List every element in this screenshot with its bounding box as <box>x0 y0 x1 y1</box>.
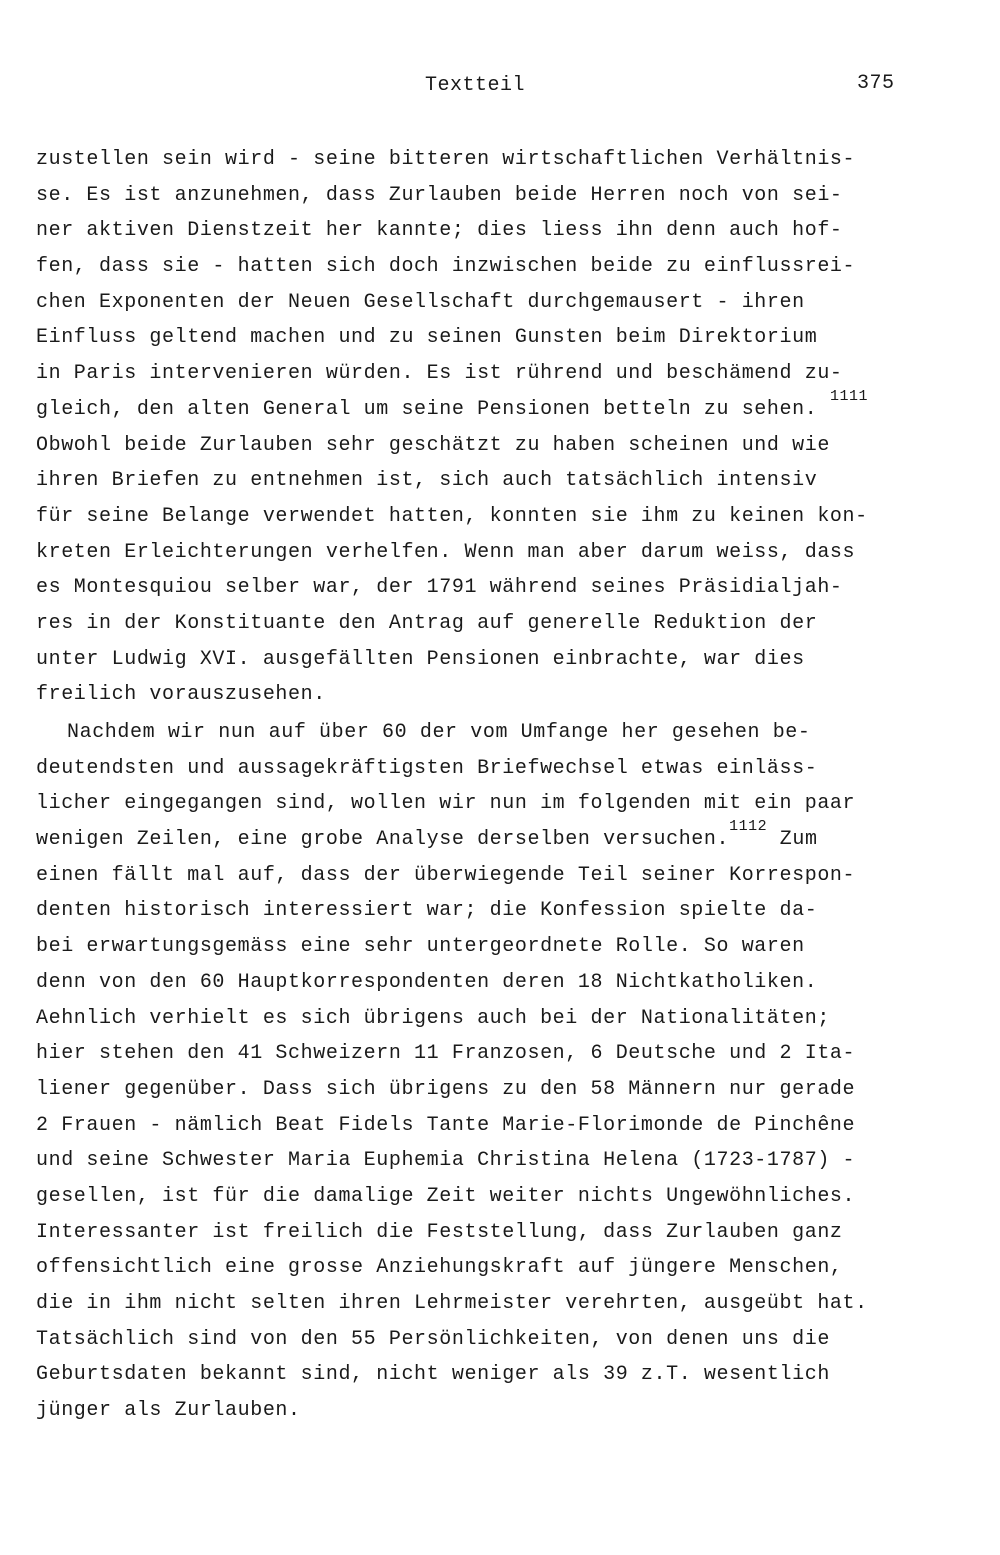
paragraph-2 <box>36 715 936 1429</box>
text-line: und seine Schwester Maria Euphemia Christina Helena (1723-1787) - <box>36 1149 856 1173</box>
text-line: bei erwartungsgemäss eine sehr untergeordnete Rolle. So waren <box>36 935 805 959</box>
text-line: fen, dass sie - hatten sich doch inzwischen beide zu einflussrei- <box>36 255 856 279</box>
text-line: chen Exponenten der Neuen Gesellschaft durchgemausert - ihren <box>36 290 805 314</box>
text-line-tail: Zum <box>779 828 818 852</box>
text-line-with-footnote <box>36 387 936 428</box>
text-line: denten historisch interessiert war; die Konfession spielte da- <box>36 899 818 923</box>
running-title: Textteil <box>424 74 525 97</box>
text-line: Nachdem wir nun auf über 60 der vom Umfange her gesehen be- <box>67 721 811 744</box>
text-line-content: wenigen Zeilen, eine grobe Analyse derselben versuchen. <box>36 828 730 852</box>
paragraph-1 <box>36 142 936 713</box>
text-line: deutendsten und aussagekräftigsten Briefwechsel etwas einläss- <box>36 756 818 780</box>
text-line: jünger als Zurlauben. <box>36 1399 301 1423</box>
text-line: Tatsächlich sind von den 55 Persönlichkeiten, von denen uns die <box>36 1327 830 1351</box>
text-line: unter Ludwig XVI. ausgefällten Pensionen einbrachte, war dies <box>36 647 805 671</box>
text-line: denn von den 60 Hauptkorrespondenten deren 18 Nichtkatholiken. <box>36 970 818 994</box>
body-text <box>36 142 936 1429</box>
text-line: einen fällt mal auf, dass der überwiegende Teil seiner Korrespon- <box>36 863 856 887</box>
text-line: licher eingegangen sind, wollen wir nun im folgenden mit ein paar <box>36 792 856 816</box>
text-line: Interessanter ist freilich die Feststellung, dass Zurlauben ganz <box>36 1220 843 1244</box>
page-number: 375 <box>857 72 895 95</box>
text-line-with-footnote <box>36 818 936 858</box>
text-line: ner aktiven Dienstzeit her kannte; dies liess ihn denn auch hof- <box>36 219 843 243</box>
text-line: offensichtlich eine grosse Anziehungskraft auf jüngere Menschen, <box>36 1256 843 1280</box>
text-line: zustellen sein wird - seine bitteren wirtschaftlichen Verhältnis- <box>36 148 856 171</box>
text-line: Geburtsdaten bekannt sind, nicht weniger als 39 z.T. wesentlich <box>36 1363 830 1387</box>
text-line: res in der Konstituante den Antrag auf generelle Reduktion der <box>36 611 818 635</box>
footnote-marker-1112: 1112 <box>729 818 768 836</box>
text-line: freilich vorauszusehen. <box>36 683 326 707</box>
text-line: Einfluss geltend machen und zu seinen Gunsten beim Direktorium <box>36 326 818 350</box>
text-line: 2 Frauen - nämlich Beat Fidels Tante Marie-Florimonde de Pinchêne <box>36 1113 856 1137</box>
text-line: gesellen, ist für die damalige Zeit weiter nichts Ungewöhnliches. <box>36 1184 856 1208</box>
text-line: liener gegenüber. Dass sich übrigens zu den 58 Männern nur gerade <box>36 1077 856 1101</box>
text-line: für seine Belange verwendet hatten, konnten sie ihm zu keinen kon- <box>36 504 868 528</box>
text-line: in Paris intervenieren würden. Es ist rührend und beschämend zu- <box>36 362 843 386</box>
text-line: Aehnlich verhielt es sich übrigens auch bei der Nationalitäten; <box>36 1006 830 1030</box>
text-line: die in ihm nicht selten ihren Lehrmeister verehrten, ausgeübt hat. <box>36 1292 868 1315</box>
text-line: hier stehen den 41 Schweizern 11 Franzosen, 6 Deutsche und 2 Ita- <box>36 1042 856 1066</box>
text-line-content: gleich, den alten General um seine Pensionen betteln zu sehen. <box>36 397 818 421</box>
footnote-marker-1111: 1111 <box>829 387 868 405</box>
text-line: Obwohl beide Zurlauben sehr geschätzt zu haben scheinen und wie <box>36 433 830 457</box>
text-line: kreten Erleichterungen verhelfen. Wenn man aber darum weiss, dass <box>36 540 856 564</box>
text-line: es Montesquiou selber war, der 1791 während seines Präsidialjah- <box>36 576 843 600</box>
text-line: se. Es ist anzunehmen, dass Zurlauben beide Herren noch von sei- <box>36 183 843 207</box>
text-line: ihren Briefen zu entnehmen ist, sich auch tatsächlich intensiv <box>36 469 818 493</box>
